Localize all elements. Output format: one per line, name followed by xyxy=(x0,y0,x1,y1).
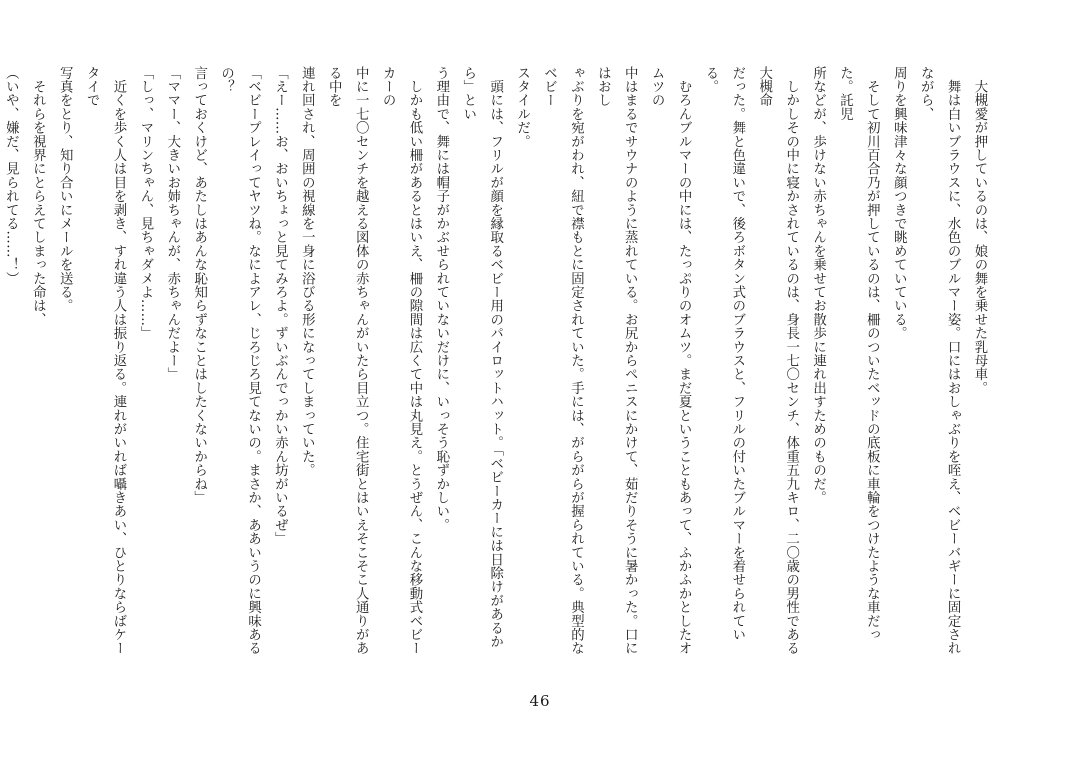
text-line: 写真をとり、知り合いにメールを送る。 xyxy=(57,66,73,313)
text-line: 所などが、歩けない赤ちゃんを乗せてお散歩に連れ出すためのものだ。 xyxy=(810,66,826,505)
text-line: しかも低い柵があるとはいえ、柵の隙間は広くて中は丸見え。とうぜん、こんな移動式ベビーカーの xyxy=(380,66,422,656)
text-line: 中はまるでサウナのように蒸れている。お尻からペニスにかけて、茹だりそうに暑かった。口にはおし xyxy=(595,66,638,656)
text-line: それらを視界にとらえてしまった命は、 xyxy=(30,66,46,327)
text-line: 周りを興味津々な顔つきで眺めていている。 xyxy=(891,66,907,340)
text-line: 「しっ、マリンちゃん、見ちゃダメよ……」 xyxy=(137,66,153,340)
text-line: ゃぶりを宛がわれ、紐で襟もとに固定されていた。手には、がらがらが握られている。典型的なベビー xyxy=(541,66,584,656)
text-line: う理由で、舞には帽子がかぶせられていないだけに、いっそう恥ずかしい。 xyxy=(433,66,449,532)
text-line: しかしその中に寝かされているのは、身長一七〇センチ、体重五九キロ、二〇歳の男性である大槻命 xyxy=(756,66,799,656)
vertical-text-body xyxy=(3,66,992,666)
text-line: 頭には、フリルが顔を縁取るベビー用のパイロットハット。「ベビーカーには日除けがあるから」とい xyxy=(460,66,503,649)
text-line: だった。舞と色違いで、後ろボタン式のブラウスと、フリルの付いたブルマーを着せられている。 xyxy=(702,66,745,642)
text-line: スタイルだ。 xyxy=(514,66,530,149)
text-line: そして初川百合乃が押しているのは、柵のついたベッドの底板に車輪をつけたような車だった。託児 xyxy=(837,66,880,642)
text-line: 連れ回され、周囲の視線を一身に浴びる形になってしまっていた。 xyxy=(299,66,315,477)
text-line: 「ベビープレイってヤツね。なによアレ、じろじろ見てないの。まさか、ああいうのに興味あるの？ xyxy=(218,66,261,656)
text-line: むろんブルマーの中には、たっぷりのオムツ。まだ夏ということもあって、ふかふかとしたオムツの xyxy=(649,66,692,656)
text-line: 「えー……お、おいちょっと見てみろよ。ずいぶんでっかい赤ん坊がいるぜ」 xyxy=(272,66,288,546)
page-number: 46 xyxy=(529,692,551,710)
text-line: 舞は白いブラウスに、水色のブルマー姿。口にはおしゃぶりを咥え、ベビーバギーに固定されながら、 xyxy=(918,66,961,656)
text-line: 大槻愛が押しているのは、娘の舞を乗せた乳母車。 xyxy=(972,66,987,395)
text-line: 中に一七〇センチを越える図体の赤ちゃんがいたら目立つ。住宅街とはいえそこそこ人通りがある中を xyxy=(326,66,369,656)
text-line: 近くを歩く人は目を剥き、すれ違う人は振り返る。連れがいれば囁きあい、ひとりならばケータイで xyxy=(84,66,126,656)
text-line: 言っておくけど、あたしはあんな恥知らずなことはしたくないからね」 xyxy=(191,66,207,505)
text-line: （いや、嫌だ、見られてる……！） xyxy=(3,66,19,286)
text-line: 「ママー、大きいお姉ちゃんが、赤ちゃんだよー」 xyxy=(164,66,180,382)
